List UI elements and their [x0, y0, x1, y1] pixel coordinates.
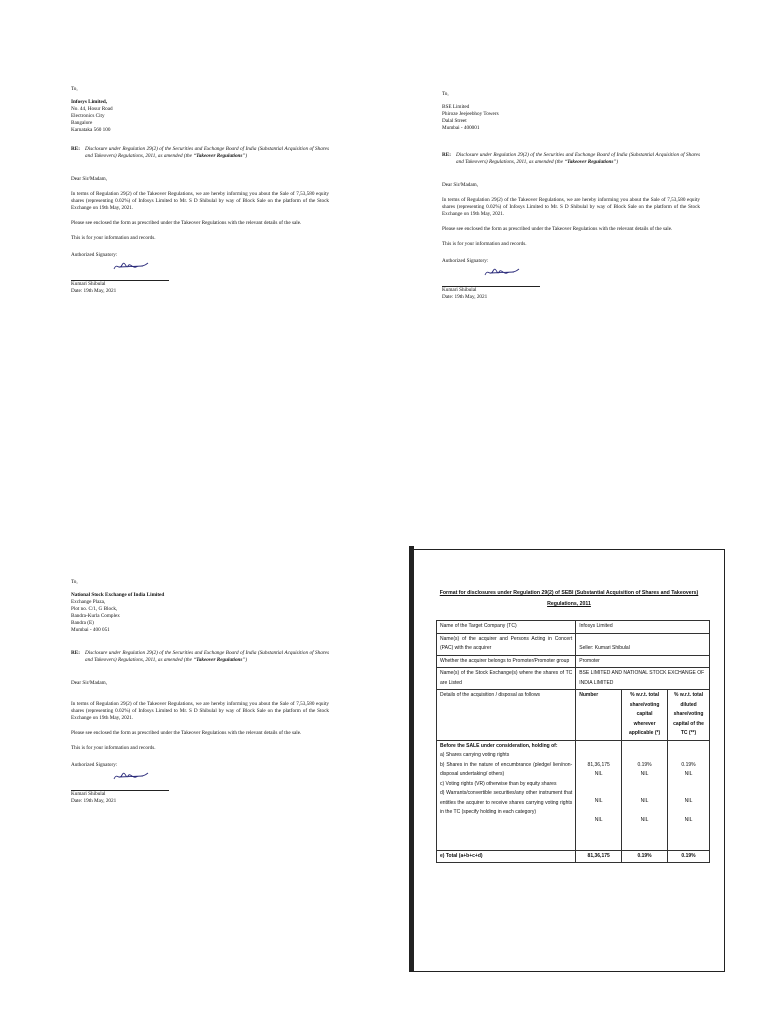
address-line: Karnataka 560 100: [71, 127, 111, 133]
table-cell: [668, 740, 710, 850]
address-line: No. 44, Hosur Road: [71, 106, 113, 112]
table-cell: Name(s) of the acquirer and Persons Acting in Concert (PAC) with the acquirer: [437, 633, 576, 655]
address-line: Phiroze Jeejeebhoy Towers: [442, 111, 499, 117]
table-cell: Name of the Target Company (TC): [437, 621, 576, 634]
table-cell: Whether the acquirer belongs to Promoter/Promoter group: [437, 655, 576, 668]
value-cell: NIL: [684, 797, 693, 804]
table-cell: 0.19%: [622, 850, 668, 863]
table-cell: BSE LIMITED AND NATIONAL STOCK EXCHANGE OF INDIA LIMITED: [576, 668, 710, 690]
value-cell: 0.19%: [637, 761, 652, 768]
table-row: [437, 633, 710, 655]
letter-infosys: [71, 86, 329, 295]
table-row: [437, 740, 710, 850]
table-cell: 81,36,175: [576, 850, 622, 863]
address-line: Mumbai - 400 051: [71, 627, 110, 633]
holding-item: c) Voting rights (VR) otherwise than by equity shares: [440, 780, 557, 787]
subject-label: RE:: [71, 146, 80, 152]
table-cell: Promoter: [576, 655, 710, 668]
table-cell: [437, 740, 576, 850]
subject-line: [71, 650, 329, 664]
letter-bse: [442, 91, 700, 301]
body-paragraph: Please see enclosed the form as prescribed under the Takeover Regulations with the relevant details of the sale.: [442, 226, 673, 232]
signature-image: [442, 265, 700, 285]
address-line: Bandra (E): [71, 620, 94, 626]
table-cell: Seller: Kumari Shibulal: [576, 633, 710, 655]
signature-image: [71, 769, 329, 789]
subject-label: RE:: [442, 152, 451, 158]
body-paragraph: In terms of Regulation 29(2) of the Takeover Regulations, we are hereby informing you about the Sale of 7,53,580 equity shares (representing 0.02%) of Infosys Limited to Mr. S D Shibulal by way of Block Sale on the platform of the Stock Exchange on 19th May, 2021.: [71, 701, 329, 721]
signature-image: [71, 259, 329, 279]
table-row: [437, 690, 710, 741]
value-cell: NIL: [640, 797, 649, 804]
subject-text: Disclosure under Regulation 29(2) of the Securities and Exchange Board of India (Substantial Acquisition of Shares and Takeovers) Regulations, 2011, as amended (the “Takeover Regulations”): [456, 152, 700, 165]
table-cell: Details of the acquisition / disposal as follows: [437, 690, 576, 741]
subject-label: RE:: [71, 650, 80, 656]
greeting: Dear Sir/Madam,: [71, 176, 108, 182]
body-paragraph: This is for your information and records.: [71, 235, 156, 241]
table-cell: Infosys Limited: [576, 621, 710, 634]
salutation-to: To,: [442, 91, 449, 97]
signatory-label: Authorized Signatory:: [71, 252, 118, 258]
address-line: Plot no. C/1, G Block,: [71, 606, 118, 612]
addressee-name: BSE Limited: [442, 104, 470, 110]
subject-text: Disclosure under Regulation 29(2) of the Securities and Exchange Board of India (Substantial Acquisition of Shares and Takeovers) Regulations, 2011, as amended (the “Takeover Regulations”): [85, 146, 329, 159]
table-cell: [576, 740, 622, 850]
letter-date: Date: 19th May, 2021: [71, 288, 117, 294]
value-cell: 81,36,175: [587, 761, 610, 768]
column-header: Number: [576, 690, 622, 741]
address-line: Dalal Street: [442, 118, 467, 124]
table-cell: Name(s) of the Stock Exchange(s) where the shares of TC are Listed: [437, 668, 576, 690]
value-cell: NIL: [594, 771, 603, 777]
addressee-name: National Stock Exchange of India Limited: [71, 592, 165, 598]
table-cell: [622, 740, 668, 850]
value-cell: NIL: [640, 817, 649, 823]
address-line: Bandra-Kurla Complex: [71, 613, 120, 619]
salutation-to: To,: [71, 86, 78, 92]
signer-name: Kumari Shibulal: [442, 287, 477, 293]
value-cell: NIL: [594, 797, 603, 804]
body-paragraph: Please see enclosed the form as prescribed under the Takeover Regulations with the relevant details of the sale.: [71, 220, 302, 226]
column-header: % w.r.t. total share/voting capital wherever applicable (*): [622, 690, 668, 741]
signer-name: Kumari Shibulal: [71, 281, 106, 287]
signatory-label: Authorized Signatory:: [71, 762, 118, 768]
value-cell: NIL: [594, 817, 603, 823]
form-title: Format for disclosures under Regulation 29(2) of SEBI (Substantial Acquisition of Shares and Takeovers) Regulations, 2011: [439, 590, 699, 607]
table-cell: e) Total (a+b+c+d): [437, 850, 576, 863]
body-paragraph: In terms of Regulation 29(2) of the Takeover Regulations, we are hereby informing you about the Sale of 7,53,580 equity shares (representing 0.02%) of Infosys Limited to Mr. S D Shibulal by way of Block Sale on the platform of the Stock Exchange on 19th May, 2021.: [442, 197, 700, 217]
column-header: % w.r.t. total diluted share/voting capital of the TC (**): [668, 690, 710, 741]
greeting: Dear Sir/Madam,: [71, 680, 108, 686]
value-cell: NIL: [684, 771, 693, 777]
body-paragraph: This is for your information and records.: [442, 241, 527, 247]
signatory-label: Authorized Signatory:: [442, 258, 489, 264]
subject-line: [71, 146, 329, 160]
table-row: [437, 668, 710, 690]
section-heading: Before the SALE under consideration, holding of:: [440, 742, 558, 749]
holding-item: d) Warrants/convertible securities/any other instrument that entitles the acquirer to receive shares carrying voting rights in the TC (specify holding in each category): [440, 790, 573, 815]
address-line: Exchange Plaza,: [71, 599, 106, 605]
signer-name: Kumari Shibulal: [71, 791, 106, 797]
subject-line: [442, 152, 700, 166]
letter-date: Date: 19th May, 2021: [442, 294, 488, 300]
addressee-name: Infosys Limited,: [71, 99, 108, 105]
holding-item: a) Shares carrying voting rights: [440, 752, 510, 758]
salutation-to: To,: [71, 579, 78, 585]
greeting: Dear Sir/Madam,: [442, 182, 479, 188]
address-line: Mumbai - 400001: [442, 125, 480, 131]
table-cell: 0.19%: [668, 850, 710, 863]
address-line: Electronics City: [71, 113, 105, 119]
disclosure-form-page: [413, 549, 725, 972]
address-line: Bangalore: [71, 120, 93, 126]
letter-date: Date: 19th May, 2021: [71, 798, 117, 804]
table-row: [437, 621, 710, 634]
table-row: [437, 655, 710, 668]
subject-text: Disclosure under Regulation 29(2) of the Securities and Exchange Board of India (Substantial Acquisition of Shares and Takeovers) Regulations, 2011, as amended (the “Takeover Regulations”): [85, 650, 329, 663]
letter-nse: [71, 579, 329, 805]
holding-item: b) Shares in the nature of encumbrance (pledge/ lien/non-disposal undertaking/ others): [440, 761, 573, 777]
disclosure-table: [436, 620, 710, 863]
value-cell: NIL: [684, 817, 693, 823]
body-paragraph: This is for your information and records.: [71, 745, 156, 751]
value-cell: NIL: [640, 771, 649, 777]
table-row: [437, 850, 710, 863]
value-cell: 0.19%: [681, 761, 696, 768]
body-paragraph: In terms of Regulation 29(2) of the Takeover Regulations, we are hereby informing you about the Sale of 7,53,580 equity shares (representing 0.02%) of Infosys Limited to Mr. S D Shibulal by way of Block Sale on the platform of the Stock Exchange on 19th May, 2021.: [71, 191, 329, 211]
body-paragraph: Please see enclosed the form as prescribed under the Takeover Regulations with the relevant details of the sale.: [71, 730, 302, 736]
